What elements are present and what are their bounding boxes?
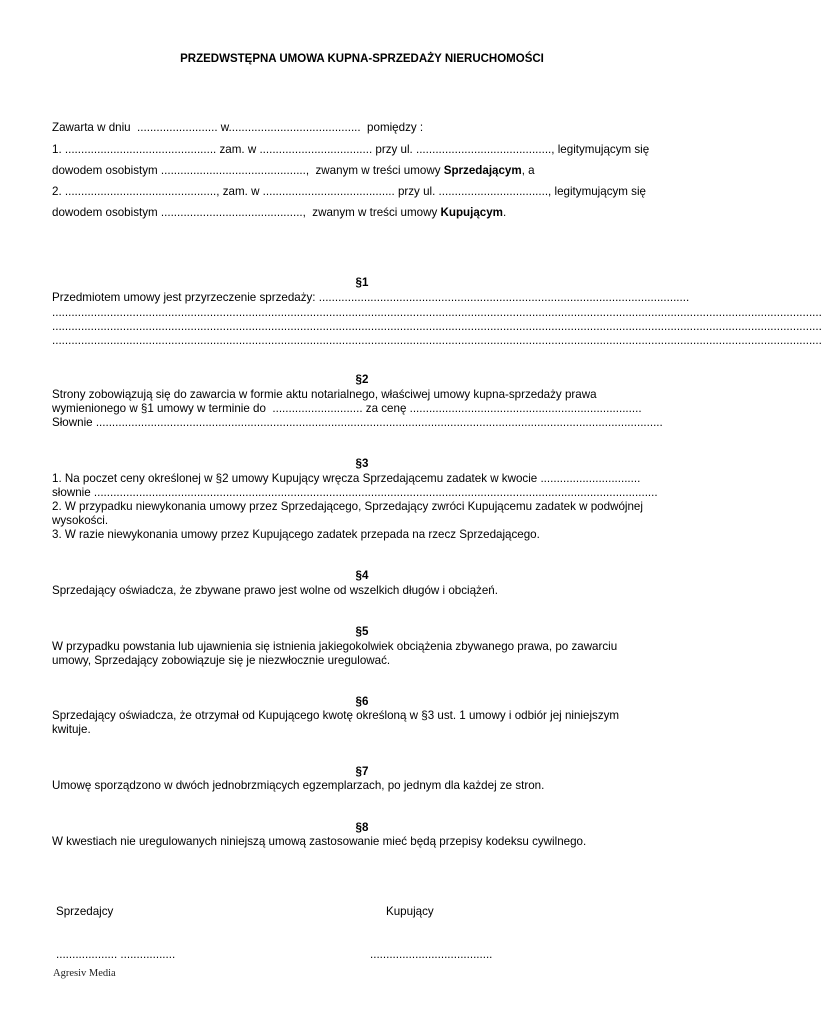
section-2-line: Słownie ................................................................................................................................................................................: [52, 416, 663, 429]
seller-signature-label: Sprzedajcy: [56, 905, 114, 918]
buyer-signature-line: ......................................: [370, 948, 493, 961]
intro-text: dowodem osobistym ............................................, zwanym w treści umowy: [52, 206, 441, 219]
intro-line-party2: 2. ..............................................., zam. w ......................................... przy ul. .................................., legitymującym się: [52, 185, 646, 198]
section-1-heading: §1: [355, 276, 369, 289]
buyer-signature-label: Kupujący: [386, 905, 434, 918]
intro-text: , a: [521, 164, 535, 177]
section-8-heading: §8: [355, 821, 369, 834]
section-1-dotted-line: ...............................................................................................................................................................................................................................................: [52, 306, 822, 319]
section-2-line: Strony zobowiązują się do zawarcia w formie aktu notarialnego, właściwej umowy kupna-sprzedaży prawa: [52, 388, 597, 401]
section-1-line: Przedmiotem umowy jest przyrzeczenie sprzedaży: ...................................................................................................................: [52, 291, 690, 304]
buyer-term: Kupującym: [440, 206, 503, 219]
section-8-line: W kwestiach nie uregulowanych niniejszą umową zastosowanie mieć będą przepisy kodeksu cywilnego.: [52, 835, 587, 848]
section-1-dotted-line: ...............................................................................................................................................................................................................................................: [52, 334, 822, 347]
section-2-heading: §2: [355, 373, 369, 386]
intro-line-party1-id: [52, 164, 535, 178]
section-3-heading: §3: [355, 457, 369, 470]
section-2-line: wymienionego w §1 umowy w terminie do ............................ za cenę ........................................................................: [52, 402, 642, 415]
section-3-line: 1. Na poczet ceny określonej w §2 umowy Kupujący wręcza Sprzedającemu zadatek w kwocie ...............................: [52, 472, 641, 485]
section-3-line: słownie ...............................................................................................................................................................................: [52, 486, 658, 499]
section-6-heading: §6: [355, 695, 369, 708]
intro-line-party2-id: [52, 206, 506, 220]
seller-term: Sprzedającym: [443, 164, 522, 177]
section-3-line: wysokości.: [52, 514, 109, 527]
intro-text: dowodem osobistym ............................................., zwanym w treści umowy: [52, 164, 444, 177]
footer-brand: Agresiv Media: [53, 968, 116, 979]
section-7-heading: §7: [355, 765, 369, 778]
section-7-line: Umowę sporządzono w dwóch jednobrzmiących egzemplarzach, po jednym dla każdej ze stron.: [52, 779, 545, 792]
section-1-dotted-line: ...............................................................................................................................................................................................................................................: [52, 320, 822, 333]
document-title: PRZEDWSTĘPNA UMOWA KUPNA-SPRZEDAŻY NIERUCHOMOŚCI: [180, 53, 544, 65]
section-5-line: W przypadku powstania lub ujawnienia się istnienia jakiegokolwiek obciążenia zbywanego prawa, po zawarciu: [52, 640, 618, 653]
section-5-line: umowy, Sprzedający zobowiązuje się je niezwłocznie uregulować.: [52, 654, 391, 667]
section-6-line: Sprzedający oświadcza, że otrzymał od Kupującego kwotę określoną w §3 ust. 1 umowy i odbiór jej niniejszym: [52, 709, 620, 722]
section-5-heading: §5: [355, 625, 369, 638]
section-4-heading: §4: [355, 569, 369, 582]
section-4-line: Sprzedający oświadcza, że zbywane prawo jest wolne od wszelkich długów i obciążeń.: [52, 584, 498, 597]
seller-signature-line: ................... .................: [56, 948, 176, 961]
section-6-line: kwituje.: [52, 723, 91, 736]
intro-line-date: Zawarta w dniu ......................... w......................................... pomiędzy :: [52, 121, 424, 134]
intro-line-party1: 1. ............................................... zam. w ................................... przy ul. .........................................., legitymującym się: [52, 143, 650, 156]
section-3-line: 2. W przypadku niewykonania umowy przez Sprzedającego, Sprzedający zwróci Kupującemu zadatek w podwójnej: [52, 500, 643, 513]
section-3-line: 3. W razie niewykonania umowy przez Kupującego zadatek przepada na rzecz Sprzedającego.: [52, 528, 540, 541]
intro-text: .: [503, 206, 507, 219]
